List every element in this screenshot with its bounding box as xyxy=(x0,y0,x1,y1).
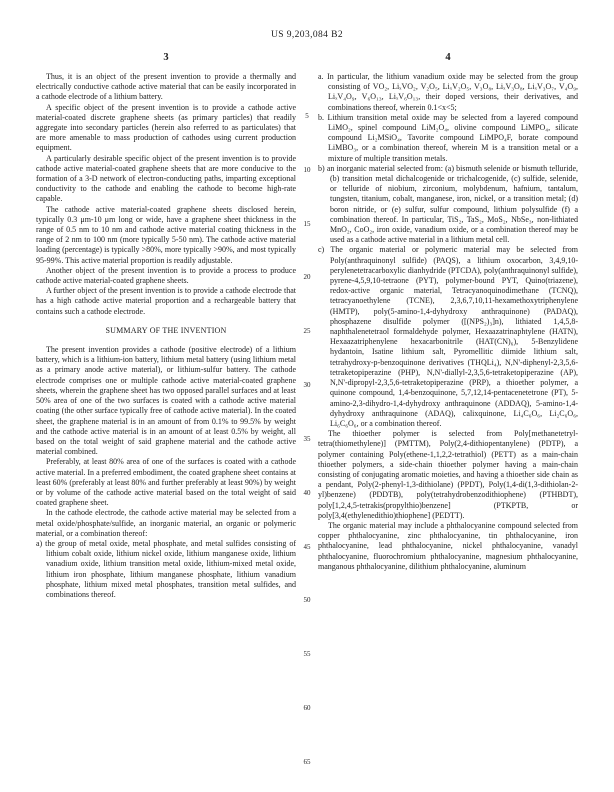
thioether-paragraph: The thioether polymer is selected from Poly[methanetetryl-tetra(thiomethylene)] (PMTTM), Poly(2,4-dithiopentanylene) (PDTP), a polymer containing Poly(ethene-1,1,2,2-tetrathiol) (PETT) as a main-chain thioether polymers, a side-chain thioether polymer having a main-chain consisting of conjugating aromatic moieties, and having a thioether side chain as a pendant, Poly(2-phenyl-1,3-dithiolane) (PPDT), Poly(1,4-di(1,3-dithiolan-2-yl)benzene) (PDDTB), poly(tetrahydrobenzodithiophene) (PTHBDT), poly[1,2,4,5-tetrakis(propylthio)benzene] (PTKPTB, or poly[3,4(ethylenedithio)thiophene] (PEDTT). xyxy=(318,429,578,520)
line-number: 65 xyxy=(303,757,311,766)
line-number: 35 xyxy=(303,434,311,443)
paragraph: A particularly desirable specific object of the present invention is to provide cathode active material-coated graphene sheets that are more conducive to the formation of a 3-D network of electron-conducting paths, imparting exceptional conductivity to the cathode and enabling the cathode to become high-rate capable. xyxy=(36,153,296,204)
section-heading: SUMMARY OF THE INVENTION xyxy=(105,325,227,335)
sub-item-b: b. Lithium transition metal oxide may be selected from a layered compound LiMO₂, spinel compound LiM₂O₄, olivine compound LiMPO₄, silicate compound Li₂MSiO₄, Tavorite compound LiMPO₄F, borate compound LiMBO₃, or a combination thereof, wherein M is a transition metal or a mixture of multiple transition metals. xyxy=(318,112,578,163)
paragraph: The present invention provides a cathode (positive electrode) of a lithium battery, which is a lithium-ion battery, lithium metal battery (using lithium metal as a primary anode active material), or lithium-sulfur battery. The cathode electrode comprises one or multiple cathode active material-coated graphene sheets, wherein the graphene sheet has two opposed parallel surfaces and at least 50% area of one of the two surfaces is coated with a cathode active material coating (the other surface typically free of cathode active material). In the coated sheet, the graphene material is in an amount of from 0.1% to 99.5% by weight and the cathode active material is in an amount of at least 0.5% by weight, all based on the total weight of said graphene material and the cathode active material combined. xyxy=(36,345,296,457)
sub-item-a: a. In particular, the lithium vanadium oxide may be selected from the group consisting of VO₂, LiₓVO₂, V₂O₅, LiₓV₂O₅, V₃O₈, LiₓV₃O₈, LiₓV₃O₇, V₄O₉, LiₓV₄O₉, V₆O₁₃, LiₓV₆O₁₃, their doped versions, their derivatives, and combinations thereof, wherein 0.1<x<5; xyxy=(318,72,578,112)
line-number: 55 xyxy=(303,650,311,659)
left-column xyxy=(36,72,296,600)
line-number: 50 xyxy=(303,596,311,605)
patent-number: US 9,203,084 B2 xyxy=(271,30,343,40)
line-number: 15 xyxy=(303,219,311,228)
line-number: 25 xyxy=(303,327,311,336)
line-number: 5 xyxy=(305,112,309,120)
paragraph: A further object of the present invention is to provide a cathode electrode that has a high cathode active material proportion and a rechargeable battery that contains such a cathode electrode. xyxy=(36,286,296,316)
column-number-right: 4 xyxy=(445,52,451,63)
line-number: 40 xyxy=(303,488,311,497)
line-number: 10 xyxy=(303,165,311,174)
list-item-b: b) an inorganic material selected from: (a) bismuth selenide or bismuth telluride, (b) transition metal dichalcogenide or trichalcogenide, (c) sulfide, selenide, or telluride of niobium, zirconium, molybdenum, hafnium, tantalum, tungsten, titanium, cobalt, manganese, iron, nickel, or a transition metal; (d) boron nitride, or (e) sulfur, sulfur compound, lithium polysulfide (f) a combination thereof. In particular, TiS₂, TaS₂, MoS₂, NbSe₃, non-lithiated MnO₂, CoO₂, iron oxide, vanadium oxide, or a combination thereof may be used as a cathode active material in a lithium metal cell. xyxy=(318,163,578,245)
paragraph: Preferably, at least 80% area of one of the surfaces is coated with a cathode active material. In a preferred embodiment, the coated graphene sheet contains at least 60% (preferably at least 80% and further preferably at least 90%) by weight or by volume of the cathode active material based on the total weight of said coated graphene sheet. xyxy=(36,457,296,508)
column-number-left: 3 xyxy=(163,52,169,63)
line-number: 45 xyxy=(303,542,311,551)
line-number: 20 xyxy=(303,273,311,282)
paragraph: Another object of the present invention is to provide a process to produce cathode active material-coated graphene sheets. xyxy=(36,265,296,286)
right-column xyxy=(318,72,578,572)
page-header xyxy=(0,30,614,40)
phthalocyanine-paragraph: The organic material may include a phthalocyanine compound selected from copper phthalocyanine, zinc phthalocyanine, tin phthalocyanine, iron phthalocyanine, lead phthalocyanine, nickel phthalocyanine, vanadyl phthalocyanine, fluorochromium phthalocyanine, magnesium phthalocyanine, manganous phthalocyanine, dilithium phthalocyanine, aluminum xyxy=(318,520,578,571)
line-number: 60 xyxy=(303,704,311,713)
line-numbers-gutter xyxy=(297,112,317,766)
list-item-c: c) The organic material or polymeric material may be selected from Poly(anthraquinonyl sulfide) (PAQS), a lithium oxocarbon, 3,4,9,10-perylenetetracarboxylic dianhydride (PTCDA), poly(anthraquinonyl sulfide), pyrene-4,5,9,10-tetraone (PYT), polymer-bound PYT, Quino(triazene), redox-active organic material, Tetracyanoquinodimethane (TCNQ), tetracyanoethylene (TCNE), 2,3,6,7,10,11-hexamethoxytriphenylene (HMTP), poly(5-amino-1,4-dyhydroxy anthraquinone) (PADAQ), phosphazene disulfide polymer ([(NPS₂)₃]n), lithiated 1,4,5,8-naphthalenetetraol formaldehyde polymer, Hexaazatrinaphtylene (HATN), Hexaazatriphenylene hexacarbonitrile (HAT(CN)₆), 5-Benzylidene hydantoin, Isatine lithium salt, Pyromellitic diimide lithium salt, tetrahydroxy-p-benzoquinone derivatives (THQLi₄), N,N'-diphenyl-2,3,5,6-tetraketopiperazine (PHP), N,N'-diallyl-2,3,5,6-tetraketopiperazine (AP), N,N'-dipropyl-2,3,5,6-tetraketopiperazine (PRP), a thioether polymer, a quinone compound, 1,4-benzoquinone, 5,7,12,14-pentacenetetrone (PT), 5-amino-2,3-dihydro-1,4-dyhydroxy anthraquinone (ADDAQ), 5-amino-1,4-dyhydroxy anthraquinone (ADAQ), calixquinone, Li₄C₆O₆, Li₂C₆O₆, Li₆C₆O₆, or a combination thereof. xyxy=(318,245,578,428)
paragraph: Thus, it is an object of the present invention to provide a thermally and electrically conductive cathode active material that can be easily incorporated in a cathode electrode of a lithium battery. xyxy=(36,72,296,102)
paragraph: In the cathode electrode, the cathode active material may be selected from a metal oxide/phosphate/sulfide, an inorganic material, an organic or polymeric material, or a combination thereof: xyxy=(36,508,296,538)
line-number: 30 xyxy=(303,381,311,390)
paragraph: The cathode active material-coated graphene sheets disclosed herein, typically 0.3 μm-10 μm long or wide, have a graphene sheet thickness in the range of 0.5 nm to 10 nm and cathode active material coating thickness in the range of 2 nm to 100 nm (more typically 5-50 nm). The cathode active material loading (percentage) is typically >80%, more typically >90%, and most typically 95-99%. This active material proportion is readily adjustable. xyxy=(36,204,296,265)
paragraph: A specific object of the present invention is to provide a cathode active material-coated discrete graphene sheets (as primary particles) that readily aggregate into secondary particles (herein also referred to as particulates) that are more amenable to mass production of cathodes using current production equipment. xyxy=(36,102,296,153)
list-item-a: a) the group of metal oxide, metal phosphate, and metal sulfides consisting of lithium cobalt oxide, lithium nickel oxide, lithium manganese oxide, lithium vanadium oxide, lithium transition metal oxide, lithium-mixed metal oxide, lithium iron phosphate, lithium manganese phosphate, lithium vanadium phosphate, lithium mixed metal phosphates, transition metal sulfides, and combinations thereof. xyxy=(36,538,296,599)
